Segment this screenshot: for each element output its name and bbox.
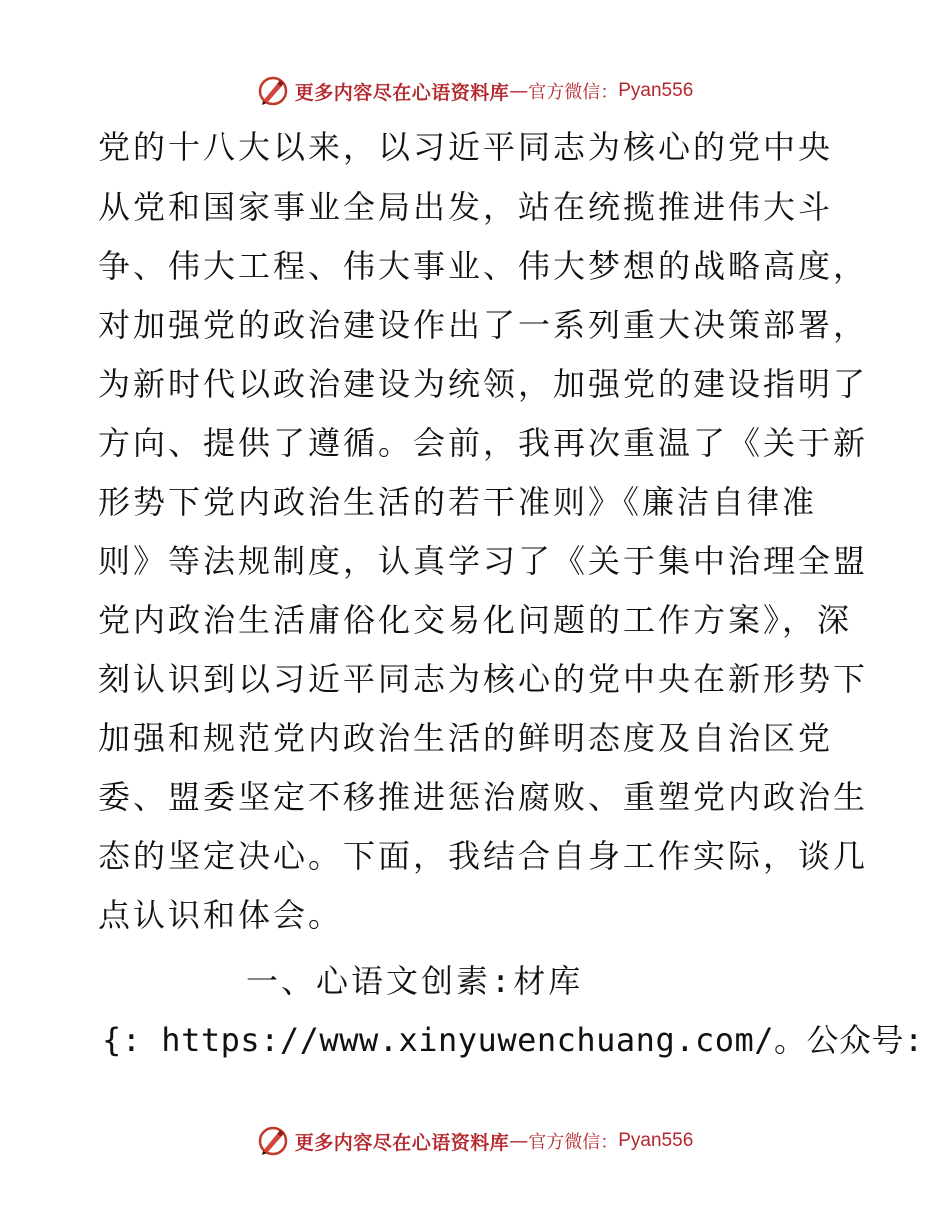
body-line: 则》等法规制度，认真学习了《关于集中治理全盟	[98, 542, 869, 580]
red-pen-logo-icon	[257, 1125, 289, 1157]
url-line: {: https://www.xinyuwenchuang.com/。公众号:	[102, 1021, 924, 1059]
watermark-wechat-id: Pyan556	[618, 80, 694, 101]
body-line: 党的十八大以来，以习近平同志为核心的党中央	[98, 128, 834, 166]
body-line: 方向、提供了遵循。会前，我再次重温了《关于新	[98, 424, 869, 462]
body-line: 从党和国家事业全局出发，站在统揽推进伟大斗	[98, 188, 834, 226]
footer-watermark-banner	[0, 1124, 950, 1158]
watermark-title: 更多内容尽在心语资料库	[294, 1131, 510, 1154]
body-line: 形势下党内政治生活的若干准则》《廉洁自律准	[98, 483, 818, 521]
body-line: 对加强党的政治建设作出了一系列重大决策部署，	[98, 306, 869, 344]
watermark-separator: —	[509, 80, 529, 102]
body-line: 加强和规范党内政治生活的鲜明态度及自治区党	[98, 719, 834, 757]
body-line: 争、伟大工程、伟大事业、伟大梦想的战略高度，	[98, 247, 869, 285]
body-line: 党内政治生活庸俗化交易化问题的工作方案》，深	[98, 601, 853, 639]
watermark-title: 更多内容尽在心语资料库	[294, 81, 510, 104]
watermark-wechat-label: 官方微信：	[528, 1132, 619, 1153]
body-line: 委、盟委坚定不移推进惩治腐败、重塑党内政治生	[98, 778, 869, 816]
body-line: 态的坚定决心。下面，我结合自身工作实际，谈几	[98, 837, 869, 875]
watermark-separator: —	[509, 1130, 529, 1152]
watermark-wechat-label: 官方微信：	[528, 82, 619, 103]
watermark-wechat-id: Pyan556	[618, 1130, 694, 1151]
body-line: 为新时代以政治建设为统领，加强党的建设指明了	[98, 365, 869, 403]
body-line: 刻认识到以习近平同志为核心的党中央在新形势下	[98, 660, 869, 698]
body-line: 点认识和体会。	[98, 896, 344, 934]
header-watermark-banner	[0, 74, 950, 108]
section-heading: 一、心语文创素:材库	[246, 962, 584, 1000]
red-pen-logo-icon	[257, 75, 289, 107]
